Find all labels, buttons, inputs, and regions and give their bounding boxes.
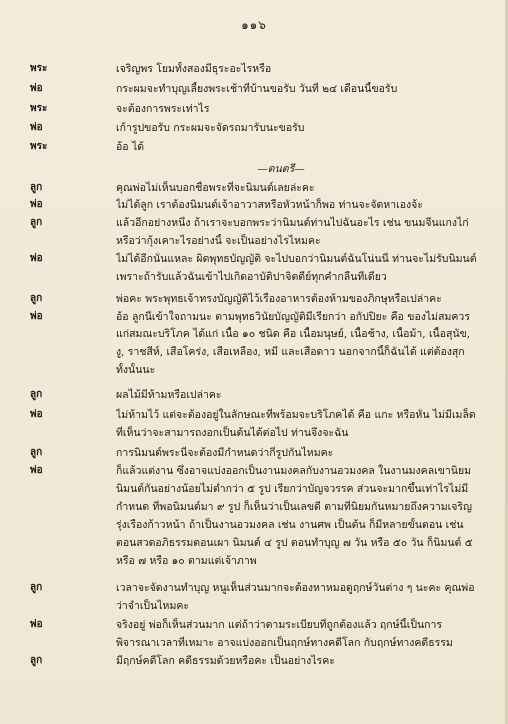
- dialogue-text: กระผมจะทำบุญเลี้ยงพระเช้าที่บ้านขอรับ วันที่ ๒๔ เดือนนี้ขอรับ: [116, 83, 398, 95]
- speaker-label: พ่อ: [30, 409, 43, 420]
- dialogue-text: กำหนด ที่พอนิมนต์มา ๙ รูป ก็เห็นว่าเป็นเลขดี ตามที่นิยมกันหมายถึงความเจริญ: [116, 501, 472, 513]
- speaker-label: ลูก: [30, 582, 43, 593]
- speaker-label: พ่อ: [30, 122, 43, 133]
- dialogue-text: จริงอยู่ พ่อก็เห็นส่วนมาก แต่ถ้าว่าตามระเบียบที่ถูกต้องแล้ว ฤกษ์นี้เป็นการ: [116, 619, 443, 631]
- dialogue-text: มีฤกษ์คดีโลก คดีธรรมด้วยหรือคะ เป็นอย่างไรคะ: [116, 655, 335, 667]
- speaker-label: พ่อ: [30, 311, 43, 322]
- speaker-label: ลูก: [30, 217, 43, 228]
- speaker-label: พ่อ: [30, 199, 43, 210]
- speaker-label: ลูก: [30, 182, 43, 193]
- dialogue-text: ว่าจำเป็นไหมคะ: [116, 600, 190, 612]
- dialogue-text: อ้อ ได้: [116, 141, 145, 153]
- speaker-label: พระ: [30, 103, 48, 114]
- speaker-label: ลูก: [30, 293, 43, 304]
- dialogue-text: แล้วอีกอย่างหนึ่ง ถ้าเราจะบอกพระว่านิมนต์ท่านไปฉันอะไร เช่น ขนมจีนแกงไก่: [116, 217, 469, 229]
- dialogue-text: เพราะถ้ารับแล้วฉันเข้าไปเกิดอาบัติปาจิตตีย์ทุกคำกลืนทีเดียว: [116, 271, 387, 283]
- speaker-label: พ่อ: [30, 253, 43, 264]
- dialogue-text: เก้ารูปขอรับ กระผมจะจัดรถมารับนะขอรับ: [116, 122, 305, 134]
- page-number: ๑๑๖: [241, 18, 267, 32]
- dialogue-text: คุณพ่อไม่เห็นบอกชื่อพระที่จะนิมนต์เลยล่ะคะ: [116, 182, 315, 194]
- speaker-label: พระ: [30, 63, 48, 74]
- dialogue-text: ที่เห็นว่าจะสามารถงอกเป็นต้นได้ต่อไป ท่านจึงจะฉัน: [116, 427, 349, 439]
- dialogue-text: ตอนสวดอภิธรรมตอนเผา นิมนต์ ๔ รูป ตอนทำบุญ ๗ วัน หรือ ๕๐ วัน ก็นิมนต์ ๕: [116, 537, 473, 549]
- music-divider: —ดนตรี—: [257, 163, 305, 175]
- dialogue-text: จะต้องการพระเท่าไร: [116, 103, 210, 115]
- dialogue-text: รุ่งเรืองก้าวหน้า ถ้าเป็นงานอวมงคล เช่น งานศพ เป็นต้น ก็มีหลายขั้นตอน เช่น: [116, 519, 464, 531]
- speaker-label: ลูก: [30, 447, 43, 458]
- speaker-label: พ่อ: [30, 465, 43, 476]
- speaker-label: พ่อ: [30, 83, 43, 94]
- dialogue-text: ก็แล้วแต่งาน ซึ่งอาจแบ่งออกเป็นงานมงคลกับงานอวมงคล ในงานมงคลเขานิยม: [116, 465, 472, 477]
- dialogue-text: ไม่ได้ลูก เราต้องนิมนต์เจ้าอาวาสหรือหัวหน้าก็พอ ท่านจะจัดหาเองจ้ะ: [116, 199, 423, 211]
- speaker-label: พ่อ: [30, 619, 43, 630]
- dialogue-text: พ่อคะ พระพุทธเจ้าทรงบัญญัติไว้เรื่องอาหารต้องห้ามของภิกษุหรือเปล่าคะ: [116, 293, 442, 305]
- dialogue-text: เวลาจะจัดงานทำบุญ หนูเห็นส่วนมากจะต้องหาหมอดูฤกษ์วันต่าง ๆ นะคะ คุณพ่อ: [116, 582, 475, 594]
- dialogue-text: พิจารณาเวลาที่เหมาะ อาจแบ่งออกเป็นฤกษ์ทางคดีโลก กับฤกษ์ทางคดีธรรม: [116, 637, 453, 649]
- dialogue-text: หรือ ๗ หรือ ๑๐ ตามแต่เจ้าภาพ: [116, 555, 257, 567]
- dialogue-text: อ้อ ลูกนี่เข้าใจถามนะ ตามพุทธวินัยบัญญัติมีเรียกว่า อกัปปิยะ คือ ของไม่สมควร: [116, 311, 470, 323]
- dialogue-text: การนิมนต์พระนี่จะต้องมีกำหนดว่ากี่รูปกันไหมคะ: [116, 447, 334, 459]
- dialogue-text: งู, ราชสีห์, เสือโคร่ง, เสือเหลือง, หมี และเสือดาว นอกจากนี้ก็ฉันได้ แต่ต้องสุก: [116, 346, 465, 358]
- speaker-label: ลูก: [30, 655, 43, 666]
- dialogue-text: แก่สมณะบริโภค ได้แก่ เนื้อ ๑๐ ชนิด คือ เนื้อมนุษย์, เนื้อช้าง, เนื้อม้า, เนื้อสุนัข,: [116, 328, 471, 340]
- dialogue-text: นิมนต์กันอย่างน้อยไม่ต่ำกว่า ๕ รูป เรียกว่าบัญจวรรค ส่วนจะมากขึ้นเท่าไรไม่มี: [116, 483, 469, 495]
- dialogue-text: ผลไม้มีห้ามหรือเปล่าคะ: [116, 389, 222, 401]
- dialogue-text: เจริญพร โยมทั้งสองมีธุระอะไรหรือ: [116, 63, 272, 75]
- dialogue-text: หรือว่ากุ้งเคาะไรอย่างนี้ จะเป็นอย่างไรไหมคะ: [116, 235, 321, 247]
- dialogue-text: ไม่ได้อีกนั่นแหละ ผิดพุทธบัญญัติ จะไปบอกว่านิมนต์ฉันโน่นนี่ ท่านจะไม่รับนิมนต์: [116, 253, 477, 265]
- dialogue-text: ทั้งนั้นนะ: [116, 364, 156, 376]
- speaker-label: พระ: [30, 141, 48, 152]
- speaker-label: ลูก: [30, 389, 43, 400]
- dialogue-text: ไม่ห้ามไว้ แต่จะต้องอยู่ในลักษณะที่พร้อมจะบริโภคได้ คือ แกะ หรือหั่น ไม่มีเมล็ด: [116, 409, 476, 421]
